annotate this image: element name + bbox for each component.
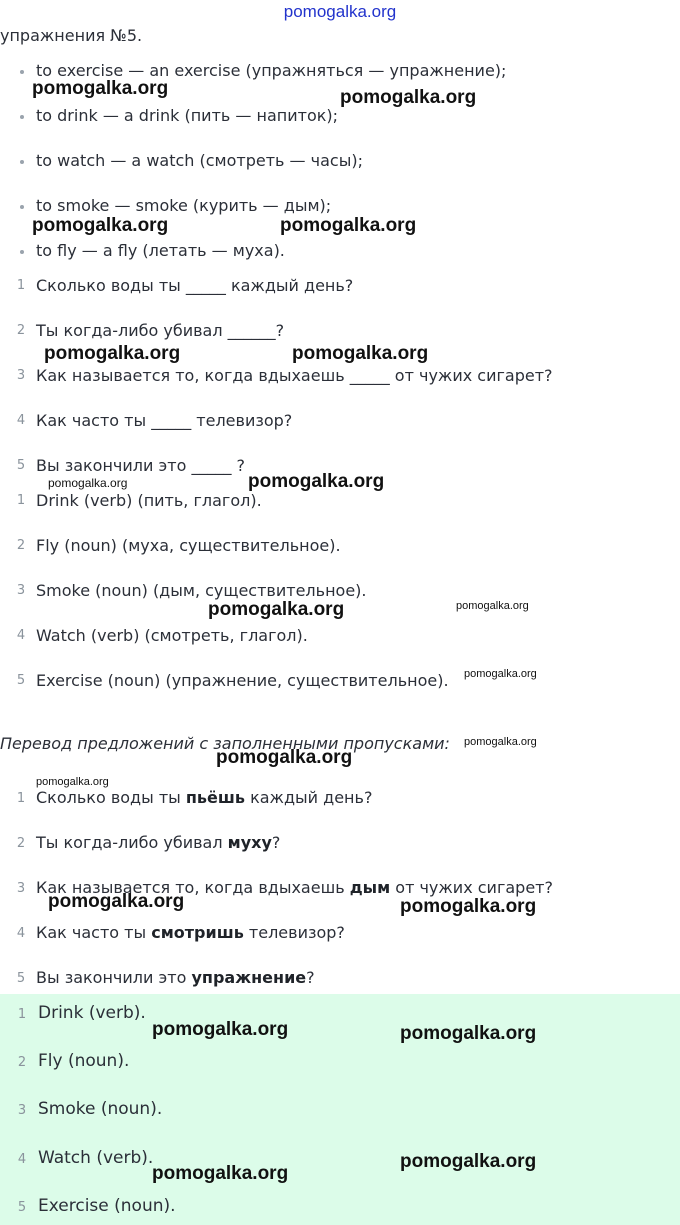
- list-number: 3: [16, 881, 26, 896]
- watermark: pomogalka.org: [400, 1023, 537, 1044]
- filled-word: смотришь: [151, 923, 244, 942]
- filled-word: дым: [349, 878, 391, 897]
- list-item: Как часто ты _____ телевизор?: [36, 411, 293, 430]
- filled-word: упражнение: [191, 968, 307, 987]
- bullet-item: to watch — a watch (смотреть — часы);: [36, 151, 363, 170]
- list-number: 5: [16, 458, 26, 473]
- list-item: Watch (verb).: [38, 1148, 154, 1168]
- watermark: pomogalka.org: [36, 776, 109, 788]
- watermark: pomogalka.org: [292, 343, 429, 364]
- bullet-dot-icon: [20, 205, 24, 209]
- bullet-item: to fly — a fly (летать — муха).: [36, 241, 285, 260]
- list-number: 2: [17, 1055, 27, 1070]
- list-number: 2: [16, 836, 26, 851]
- list-number: 5: [16, 673, 26, 688]
- list-number: 2: [16, 538, 26, 553]
- filled-word: муху: [227, 833, 272, 852]
- list-number: 4: [16, 628, 26, 643]
- list-item: Exercise (noun) (упражнение, существительное).: [36, 671, 449, 690]
- translation-heading: Перевод предложений с заполненными пропусками:: [0, 734, 450, 753]
- watermark: pomogalka.org: [48, 891, 185, 912]
- list-item: Watch (verb) (смотреть, глагол).: [36, 626, 308, 645]
- list-number: 3: [16, 583, 26, 598]
- watermark: pomogalka.org: [44, 343, 181, 364]
- watermark: pomogalka.org: [152, 1019, 289, 1040]
- sentence-before: Как часто ты: [36, 923, 152, 942]
- list-item: Как называется то, когда вдыхаешь _____ от чужих сигарет?: [36, 366, 553, 385]
- intro-text: упражнения №5.: [0, 26, 143, 45]
- list-item: Smoke (noun).: [38, 1099, 163, 1119]
- list-number: 4: [16, 926, 26, 941]
- watermark: pomogalka.org: [248, 471, 385, 492]
- watermark: pomogalka.org: [400, 1151, 537, 1172]
- sentence-before: Ты когда-либо убивал: [36, 833, 228, 852]
- bullet-dot-icon: [20, 70, 24, 74]
- watermark: pomogalka.org: [32, 215, 169, 236]
- watermark: pomogalka.org: [48, 476, 128, 490]
- list-item: Exercise (noun).: [38, 1196, 176, 1216]
- bullet-item: to smoke — smoke (курить — дым);: [36, 196, 332, 215]
- list-item: Drink (verb).: [38, 1003, 146, 1023]
- list-number: 4: [17, 1152, 27, 1167]
- list-item: Сколько воды ты _____ каждый день?: [36, 276, 354, 295]
- list-number: 3: [17, 1103, 27, 1118]
- list-number: 1: [16, 791, 26, 806]
- sentence-after: каждый день?: [245, 788, 373, 807]
- list-number: 5: [16, 971, 26, 986]
- sentence-before: Как называется то, когда вдыхаешь: [36, 878, 350, 897]
- sentence-after: телевизор?: [243, 923, 345, 942]
- filled-word: пьёшь: [185, 788, 245, 807]
- list-item: Drink (verb) (пить, глагол).: [36, 491, 262, 510]
- watermark: pomogalka.org: [216, 747, 353, 768]
- list-number: 4: [16, 413, 26, 428]
- list-item: Вы закончили это _____ ?: [36, 456, 246, 475]
- list-number: 1: [16, 493, 26, 508]
- bullet-dot-icon: [20, 115, 24, 119]
- watermark: pomogalka.org: [280, 215, 417, 236]
- list-item: [36, 788, 372, 808]
- list-item: Fly (noun).: [38, 1051, 130, 1071]
- list-item: Smoke (noun) (дым, существительное).: [36, 581, 367, 600]
- bullet-item: to exercise — an exercise (упражняться — упражнение);: [36, 61, 507, 80]
- bullet-dot-icon: [20, 250, 24, 254]
- bullet-item: to drink — a drink (пить — напиток);: [36, 106, 339, 125]
- watermark: pomogalka.org: [152, 1163, 289, 1184]
- sentence-before: Сколько воды ты: [36, 788, 186, 807]
- list-number: 1: [16, 278, 26, 293]
- watermark: pomogalka.org: [464, 668, 537, 680]
- list-item: [36, 923, 345, 943]
- site-link[interactable]: pomogalka.org: [283, 2, 397, 21]
- sentence-before: Вы закончили это: [36, 968, 192, 987]
- list-item: [36, 968, 315, 988]
- list-number: 1: [17, 1007, 27, 1022]
- list-item: Fly (noun) (муха, существительное).: [36, 536, 341, 555]
- list-item: [36, 833, 280, 853]
- list-number: 3: [16, 368, 26, 383]
- watermark: pomogalka.org: [456, 600, 529, 612]
- list-item: Ты когда-либо убивал ______?: [36, 321, 285, 340]
- watermark: pomogalka.org: [400, 896, 537, 917]
- sentence-after: ?: [271, 833, 281, 852]
- watermark: pomogalka.org: [32, 78, 169, 99]
- bullet-dot-icon: [20, 160, 24, 164]
- list-number: 2: [16, 323, 26, 338]
- list-number: 5: [17, 1200, 27, 1215]
- watermark: pomogalka.org: [340, 87, 477, 108]
- sentence-after: от чужих сигарет?: [390, 878, 553, 897]
- watermark: pomogalka.org: [208, 599, 345, 620]
- watermark: pomogalka.org: [464, 736, 537, 748]
- sentence-after: ?: [306, 968, 315, 987]
